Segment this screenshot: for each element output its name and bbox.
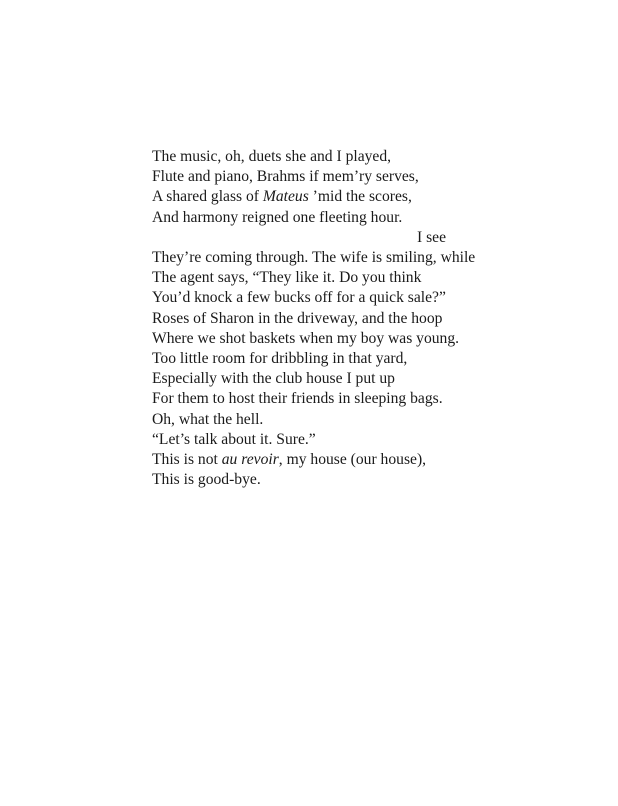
poem-line: You’d knock a few bucks off for a quick sale?” [152,289,446,307]
poem-line-segment: , my house (our house), [278,451,427,469]
poem-line: For them to host their friends in sleeping bags. [152,390,443,408]
poem-line: Oh, what the hell. [152,410,264,428]
poem-line: “Let’s talk about it. Sure.” [152,430,316,448]
poem-line-segment: A shared glass of [152,188,263,206]
poem-line: Too little room for dribbling in that yard, [152,350,408,368]
poem-text [152,147,552,490]
poem-line: Roses of Sharon in the driveway, and the hoop [152,309,443,327]
poem-line-segment: ’mid the scores, [308,188,412,206]
poem-line: The music, oh, duets she and I played, [152,148,392,165]
poem-line [152,450,552,470]
poem-line: Flute and piano, Brahms if mem’ry serves, [152,168,419,186]
poem-line [152,187,552,207]
poem-line: They’re coming through. The wife is smiling, while [152,249,476,267]
poem-line: Where we shot baskets when my boy was young. [152,329,460,347]
poem-line-italic: au revoir [221,451,279,469]
poem-line-italic: Mateus [262,188,309,206]
poem-line-segment: This is not [152,451,222,469]
poem-line: Especially with the club house I put up [152,370,395,388]
poem-line: The agent says, “They like it. Do you think [152,269,422,287]
poem-line-dropped: I see [417,228,447,246]
poem-line: And harmony reigned one fleeting hour. [152,208,403,226]
poem-line: This is good-bye. [152,471,261,489]
